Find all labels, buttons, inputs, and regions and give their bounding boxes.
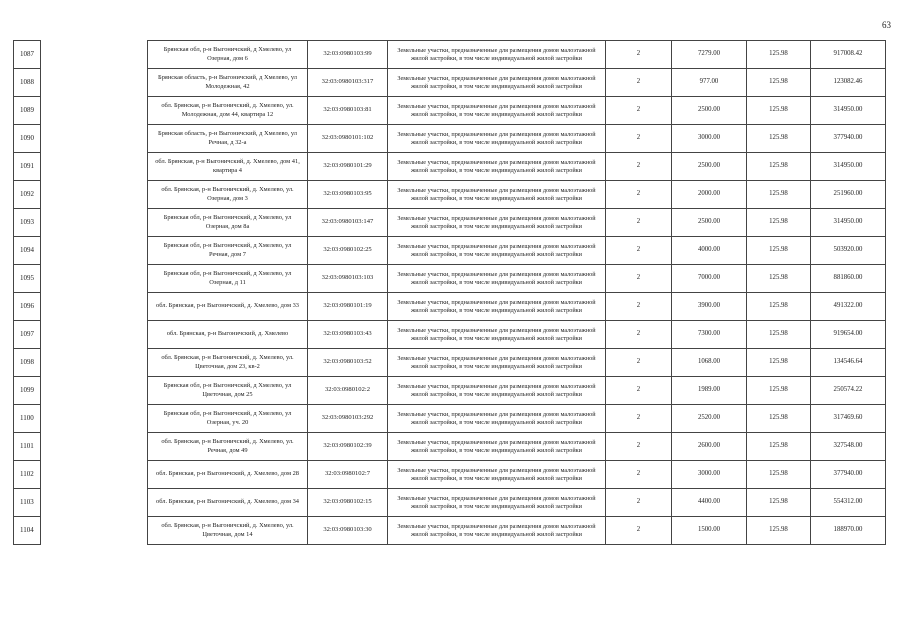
cadastral-number-cell: 32:03:0980103:52 (308, 349, 388, 377)
spacer-cell (41, 69, 148, 97)
area-cell: 3000.00 (672, 461, 747, 489)
spacer-cell (41, 349, 148, 377)
land-use-cell: Земельные участки, предназначенные для размещения домов малоэтажной жилой застройки, в том числе индивидуальной жилой застройки (388, 349, 606, 377)
specific-value-cell: 125.98 (747, 349, 811, 377)
cadastral-value-cell: 491322.00 (811, 293, 886, 321)
land-use-cell: Земельные участки, предназначенные для размещения домов малоэтажной жилой застройки, в том числе индивидуальной жилой застройки (388, 265, 606, 293)
specific-value-cell: 125.98 (747, 489, 811, 517)
area-cell: 7300.00 (672, 321, 747, 349)
cadastral-number-cell: 32:03:0980103:95 (308, 181, 388, 209)
specific-value-cell: 125.98 (747, 517, 811, 545)
spacer-cell (41, 209, 148, 237)
address-cell: обл. Брянская, р-н Выгоничский, д. Хмелево, дом 33 (148, 293, 308, 321)
group-cell: 2 (606, 461, 672, 489)
cadastral-value-cell: 188970.00 (811, 517, 886, 545)
address-cell: обл. Брянская, р-н Выгоничский, д. Хмелево, дом 41, квартира 4 (148, 153, 308, 181)
area-cell: 3900.00 (672, 293, 747, 321)
cadastral-value-cell: 251960.00 (811, 181, 886, 209)
address-cell: Брянская область, р-н Выгоничский, д Хмелево, ул Речная, д 32-а (148, 125, 308, 153)
table-row (14, 237, 886, 265)
row-number: 1095 (14, 265, 41, 293)
cadastral-number-cell: 32:03:0980101:19 (308, 293, 388, 321)
area-cell: 1500.00 (672, 517, 747, 545)
cadastral-value-cell: 327548.00 (811, 433, 886, 461)
cadastral-value-cell: 377940.00 (811, 461, 886, 489)
cadastral-number-cell: 32:03:0980101:102 (308, 125, 388, 153)
row-number: 1087 (14, 41, 41, 69)
specific-value-cell: 125.98 (747, 237, 811, 265)
spacer-cell (41, 433, 148, 461)
cadastral-value-cell: 314950.00 (811, 97, 886, 125)
table-row (14, 321, 886, 349)
cadastral-value-cell: 134546.64 (811, 349, 886, 377)
land-use-cell: Земельные участки, предназначенные для размещения домов малоэтажной жилой застройки, в том числе индивидуальной жилой застройки (388, 209, 606, 237)
row-number: 1093 (14, 209, 41, 237)
table-row (14, 209, 886, 237)
table-row (14, 181, 886, 209)
table-row (14, 517, 886, 545)
spacer-cell (41, 237, 148, 265)
group-cell: 2 (606, 517, 672, 545)
address-cell: Брянская обл, р-н Выгоничский, д Хмелево, ул Озерная, уч. 20 (148, 405, 308, 433)
cadastral-value-cell: 314950.00 (811, 209, 886, 237)
address-cell: обл. Брянская, р-н Выгоничский, д. Хмелево, дом 34 (148, 489, 308, 517)
row-number: 1092 (14, 181, 41, 209)
address-cell: Брянская область, р-н Выгоничский, д Хмелево, ул Молодежная, 42 (148, 69, 308, 97)
land-use-cell: Земельные участки, предназначенные для размещения домов малоэтажной жилой застройки, в том числе индивидуальной жилой застройки (388, 433, 606, 461)
land-use-cell: Земельные участки, предназначенные для размещения домов малоэтажной жилой застройки, в том числе индивидуальной жилой застройки (388, 181, 606, 209)
row-number: 1101 (14, 433, 41, 461)
specific-value-cell: 125.98 (747, 69, 811, 97)
row-number: 1099 (14, 377, 41, 405)
cadastral-number-cell: 32:03:0980102:7 (308, 461, 388, 489)
row-number: 1103 (14, 489, 41, 517)
specific-value-cell: 125.98 (747, 97, 811, 125)
group-cell: 2 (606, 237, 672, 265)
row-number: 1096 (14, 293, 41, 321)
cadastral-number-cell: 32:03:0980103:99 (308, 41, 388, 69)
land-use-cell: Земельные участки, предназначенные для размещения домов малоэтажной жилой застройки, в том числе индивидуальной жилой застройки (388, 69, 606, 97)
spacer-cell (41, 97, 148, 125)
row-number: 1089 (14, 97, 41, 125)
land-use-cell: Земельные участки, предназначенные для размещения домов малоэтажной жилой застройки, в том числе индивидуальной жилой застройки (388, 41, 606, 69)
cadastral-value-cell: 503920.00 (811, 237, 886, 265)
area-cell: 977.00 (672, 69, 747, 97)
row-number: 1091 (14, 153, 41, 181)
group-cell: 2 (606, 209, 672, 237)
area-cell: 2500.00 (672, 153, 747, 181)
group-cell: 2 (606, 265, 672, 293)
table-row (14, 377, 886, 405)
table-row (14, 433, 886, 461)
spacer-cell (41, 517, 148, 545)
land-use-cell: Земельные участки, предназначенные для размещения домов малоэтажной жилой застройки, в том числе индивидуальной жилой застройки (388, 237, 606, 265)
cadastral-value-cell: 917008.42 (811, 41, 886, 69)
table-row (14, 69, 886, 97)
table-row (14, 349, 886, 377)
land-use-cell: Земельные участки, предназначенные для размещения домов малоэтажной жилой застройки, в том числе индивидуальной жилой застройки (388, 517, 606, 545)
group-cell: 2 (606, 41, 672, 69)
land-use-cell: Земельные участки, предназначенные для размещения домов малоэтажной жилой застройки, в том числе индивидуальной жилой застройки (388, 97, 606, 125)
specific-value-cell: 125.98 (747, 41, 811, 69)
land-use-cell: Земельные участки, предназначенные для размещения домов малоэтажной жилой застройки, в том числе индивидуальной жилой застройки (388, 377, 606, 405)
table-row (14, 265, 886, 293)
row-number: 1102 (14, 461, 41, 489)
group-cell: 2 (606, 489, 672, 517)
table-row (14, 293, 886, 321)
table-row (14, 405, 886, 433)
address-cell: обл. Брянская, р-н Выгоничский, д. Хмелево (148, 321, 308, 349)
area-cell: 7279.00 (672, 41, 747, 69)
table-row (14, 97, 886, 125)
land-use-cell: Земельные участки, предназначенные для размещения домов малоэтажной жилой застройки, в том числе индивидуальной жилой застройки (388, 321, 606, 349)
cadastral-value-cell: 881860.00 (811, 265, 886, 293)
spacer-cell (41, 181, 148, 209)
group-cell: 2 (606, 293, 672, 321)
row-number: 1098 (14, 349, 41, 377)
group-cell: 2 (606, 181, 672, 209)
spacer-cell (41, 41, 148, 69)
address-cell: обл. Брянская, р-н Выгоничский, д. Хмелево, ул. Цветочная, дом 23, кв-2 (148, 349, 308, 377)
row-number: 1100 (14, 405, 41, 433)
table-row (14, 489, 886, 517)
cadastral-value-cell: 919654.00 (811, 321, 886, 349)
group-cell: 2 (606, 405, 672, 433)
specific-value-cell: 125.98 (747, 125, 811, 153)
group-cell: 2 (606, 433, 672, 461)
cadastral-number-cell: 32:03:0980103:103 (308, 265, 388, 293)
cadastral-number-cell: 32:03:0980103:81 (308, 97, 388, 125)
table-row (14, 125, 886, 153)
spacer-cell (41, 489, 148, 517)
address-cell: Брянская обл, р-н Выгоничский, д Хмелево, ул Озерная, дом 8а (148, 209, 308, 237)
group-cell: 2 (606, 97, 672, 125)
group-cell: 2 (606, 349, 672, 377)
cadastral-number-cell: 32:03:0980102:15 (308, 489, 388, 517)
land-use-cell: Земельные участки, предназначенные для размещения домов малоэтажной жилой застройки, в том числе индивидуальной жилой застройки (388, 489, 606, 517)
cadastral-value-cell: 317469.60 (811, 405, 886, 433)
land-use-cell: Земельные участки, предназначенные для размещения домов малоэтажной жилой застройки, в том числе индивидуальной жилой застройки (388, 125, 606, 153)
cadastral-value-cell: 377940.00 (811, 125, 886, 153)
cadastral-number-cell: 32:03:0980102:2 (308, 377, 388, 405)
page-number: 63 (882, 20, 891, 30)
cadastral-value-cell: 554312.00 (811, 489, 886, 517)
table-row (14, 41, 886, 69)
specific-value-cell: 125.98 (747, 209, 811, 237)
specific-value-cell: 125.98 (747, 321, 811, 349)
address-cell: Брянская обл, р-н Выгоничский, д Хмелево, ул Озерная, д 11 (148, 265, 308, 293)
area-cell: 4000.00 (672, 237, 747, 265)
spacer-cell (41, 293, 148, 321)
row-number: 1097 (14, 321, 41, 349)
spacer-cell (41, 405, 148, 433)
specific-value-cell: 125.98 (747, 461, 811, 489)
row-number: 1090 (14, 125, 41, 153)
group-cell: 2 (606, 321, 672, 349)
row-number: 1088 (14, 69, 41, 97)
cadastral-number-cell: 32:03:0980103:30 (308, 517, 388, 545)
land-use-cell: Земельные участки, предназначенные для размещения домов малоэтажной жилой застройки, в том числе индивидуальной жилой застройки (388, 153, 606, 181)
cadastral-value-cell: 314950.00 (811, 153, 886, 181)
spacer-cell (41, 461, 148, 489)
address-cell: Брянская обл, р-н Выгоничский, д Хмелево, ул Цветочная, дом 25 (148, 377, 308, 405)
area-cell: 7000.00 (672, 265, 747, 293)
cadastral-value-table (13, 40, 886, 545)
group-cell: 2 (606, 69, 672, 97)
spacer-cell (41, 321, 148, 349)
specific-value-cell: 125.98 (747, 293, 811, 321)
cadastral-number-cell: 32:03:0980102:39 (308, 433, 388, 461)
spacer-cell (41, 377, 148, 405)
area-cell: 4400.00 (672, 489, 747, 517)
area-cell: 1989.00 (672, 377, 747, 405)
cadastral-number-cell: 32:03:0980103:292 (308, 405, 388, 433)
table-body (14, 41, 886, 545)
cadastral-value-cell: 250574.22 (811, 377, 886, 405)
address-cell: обл. Брянская, р-н Выгоничский, д. Хмелево, ул. Молодежная, дом 44, квартира 12 (148, 97, 308, 125)
group-cell: 2 (606, 153, 672, 181)
land-use-cell: Земельные участки, предназначенные для размещения домов малоэтажной жилой застройки, в том числе индивидуальной жилой застройки (388, 405, 606, 433)
address-cell: Брянская обл, р-н Выгоничский, д Хмелево, ул Речная, дом 7 (148, 237, 308, 265)
land-use-cell: Земельные участки, предназначенные для размещения домов малоэтажной жилой застройки, в том числе индивидуальной жилой застройки (388, 293, 606, 321)
row-number: 1104 (14, 517, 41, 545)
table-row (14, 461, 886, 489)
area-cell: 2520.00 (672, 405, 747, 433)
address-cell: обл. Брянская, р-н Выгоничский, д. Хмелево, дом 28 (148, 461, 308, 489)
specific-value-cell: 125.98 (747, 153, 811, 181)
cadastral-number-cell: 32:03:0980103:317 (308, 69, 388, 97)
specific-value-cell: 125.98 (747, 433, 811, 461)
area-cell: 2000.00 (672, 181, 747, 209)
area-cell: 3000.00 (672, 125, 747, 153)
table-row (14, 153, 886, 181)
address-cell: обл. Брянская, р-н Выгоничский, д. Хмелево, ул. Озерная, дом 3 (148, 181, 308, 209)
area-cell: 2500.00 (672, 209, 747, 237)
spacer-cell (41, 153, 148, 181)
cadastral-number-cell: 32:03:0980102:25 (308, 237, 388, 265)
row-number: 1094 (14, 237, 41, 265)
spacer-cell (41, 125, 148, 153)
specific-value-cell: 125.98 (747, 377, 811, 405)
cadastral-number-cell: 32:03:0980101:29 (308, 153, 388, 181)
cadastral-value-cell: 123082.46 (811, 69, 886, 97)
cadastral-number-cell: 32:03:0980103:43 (308, 321, 388, 349)
area-cell: 2600.00 (672, 433, 747, 461)
group-cell: 2 (606, 377, 672, 405)
group-cell: 2 (606, 125, 672, 153)
address-cell: обл. Брянская, р-н Выгоничский, д. Хмелево, ул. Цветочная, дом 14 (148, 517, 308, 545)
specific-value-cell: 125.98 (747, 265, 811, 293)
area-cell: 2500.00 (672, 97, 747, 125)
address-cell: обл. Брянская, р-н Выгоничский, д. Хмелево, ул. Речная, дом 49 (148, 433, 308, 461)
address-cell: Брянская обл, р-н Выгоничский, д Хмелево, ул Озерная, дом 6 (148, 41, 308, 69)
cadastral-number-cell: 32:03:0980103:147 (308, 209, 388, 237)
land-use-cell: Земельные участки, предназначенные для размещения домов малоэтажной жилой застройки, в том числе индивидуальной жилой застройки (388, 461, 606, 489)
specific-value-cell: 125.98 (747, 181, 811, 209)
specific-value-cell: 125.98 (747, 405, 811, 433)
area-cell: 1068.00 (672, 349, 747, 377)
spacer-cell (41, 265, 148, 293)
